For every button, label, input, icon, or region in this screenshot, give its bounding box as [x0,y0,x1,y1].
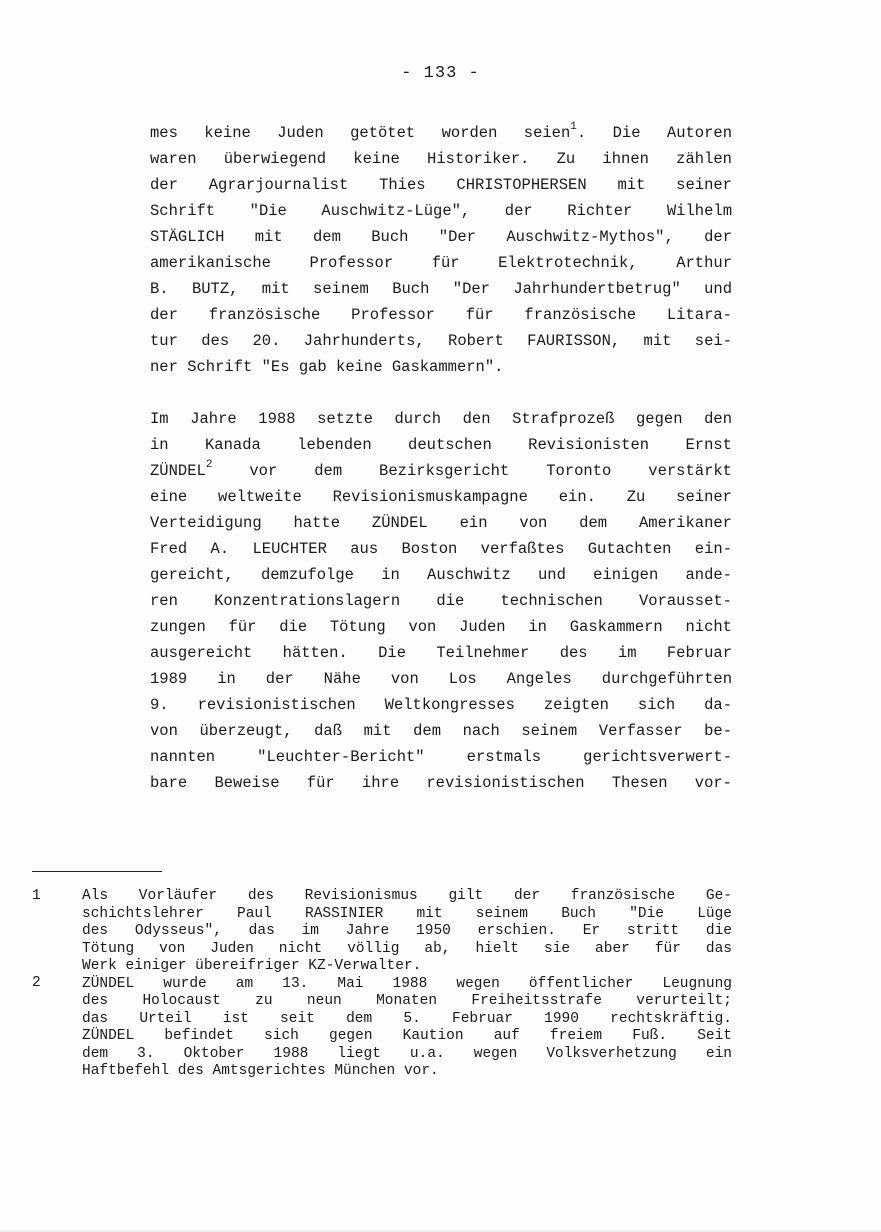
text-line: tur des 20. Jahrhunderts, Robert FAURISSON, mit sei- [150,332,732,350]
footnote-2-line: das Urteil ist seit dem 5. Februar 1990 rechtskräftig. [82,1010,732,1027]
text-line: Verteidigung hatte ZÜNDEL ein von dem Amerikaner [150,514,732,532]
text-line: eine weltweite Revisionismuskampagne ein. Zu seiner [150,488,732,506]
text-line: ZÜNDEL$^2$ vor dem Bezirksgericht Toronto verstärkt [150,458,732,480]
footnote-2-line: ZÜNDEL befindet sich gegen Kaution auf freiem Fuß. Seit [82,1028,732,1044]
text-line: ausgereicht hätten. Die Teilnehmer des im Februar [150,644,732,662]
footnote-2-line: dem 3. Oktober 1988 liegt u.a. wegen Volksverhetzung ein [82,1045,732,1062]
text-line: waren überwiegend keine Historiker. Zu ihnen zählen [150,150,732,168]
text-line: der französische Professor für französische Litara- [150,306,732,324]
scan-edge [0,1228,881,1232]
footnote-1-mark: 1 [32,888,41,904]
text-line: ner Schrift "Es gab keine Gaskammern". [150,358,504,376]
footnote-1-line: Werk einiger übereifriger KZ-Verwalter. [82,958,422,974]
text-line: der Agrarjournalist Thies CHRISTOPHERSEN mit seiner [150,176,732,194]
page-number: - 133 - [401,64,480,83]
text-line: ren Konzentrationslagern die technischen Vorausset- [150,592,732,610]
text-line: Fred A. LEUCHTER aus Boston verfaßtes Gutachten ein- [150,540,732,558]
footnotes [82,888,732,1081]
text-line: bare Beweise für ihre revisionistischen Thesen vor- [150,774,732,792]
text-line: B. BUTZ, mit seinem Buch "Der Jahrhundertbetrug" und [150,280,732,298]
text-line: Schrift "Die Auschwitz-Lüge", der Richter Wilhelm [150,202,732,220]
text-line: amerikanische Professor für Elektrotechnik, Arthur [150,254,732,272]
footnote-1-line: des Odysseus", das im Jahre 1950 erschien. Er stritt die [82,923,732,939]
paragraph-1 [150,120,732,380]
text-line: 9. revisionistischen Weltkongresses zeigten sich da- [150,696,732,714]
paragraph-2 [150,406,732,796]
text-line: von überzeugt, daß mit dem nach seinem Verfasser be- [150,722,732,740]
text-line: gereicht, demzufolge in Auschwitz und einigen ande- [150,566,732,584]
footnote-ref-2: 2 [205,458,213,471]
footnote-2-line: ZÜNDEL wurde am 13. Mai 1988 wegen öffentlicher Leugnung [82,975,732,992]
text-line: in Kanada lebenden deutschen Revisionisten Ernst [150,436,732,454]
footnote-1-line: Tötung von Juden nicht völlig ab, hielt sie aber für das [82,940,732,957]
text-line: zungen für die Tötung von Juden in Gaskammern nicht [150,618,732,636]
text-line: Im Jahre 1988 setzte durch den Strafprozeß gegen den [150,410,732,428]
footnote-2-line: Haftbefehl des Amtsgerichtes München vor. [82,1063,439,1079]
footnote-1-line: schichtslehrer Paul RASSINIER mit seinem Buch "Die Lüge [82,905,732,922]
text-line: STÄGLICH mit dem Buch "Der Auschwitz-Mythos", der [150,228,732,246]
text-line: nannten "Leuchter-Bericht" erstmals gerichtsverwert- [150,748,732,766]
footnote-divider [32,871,162,872]
footnote-1-line: Als Vorläufer des Revisionismus gilt der französische Ge- [82,888,732,904]
text-line: mes keine Juden getötet worden seien$^1$. Die Autoren [150,120,733,142]
footnote-2-line: des Holocaust zu neun Monaten Freiheitsstrafe verurteilt; [82,993,732,1009]
footnote-2-mark: 2 [32,975,41,991]
text-line: 1989 in der Nähe von Los Angeles durchgeführten [150,670,732,688]
footnote-ref-1: 1 [570,120,577,133]
